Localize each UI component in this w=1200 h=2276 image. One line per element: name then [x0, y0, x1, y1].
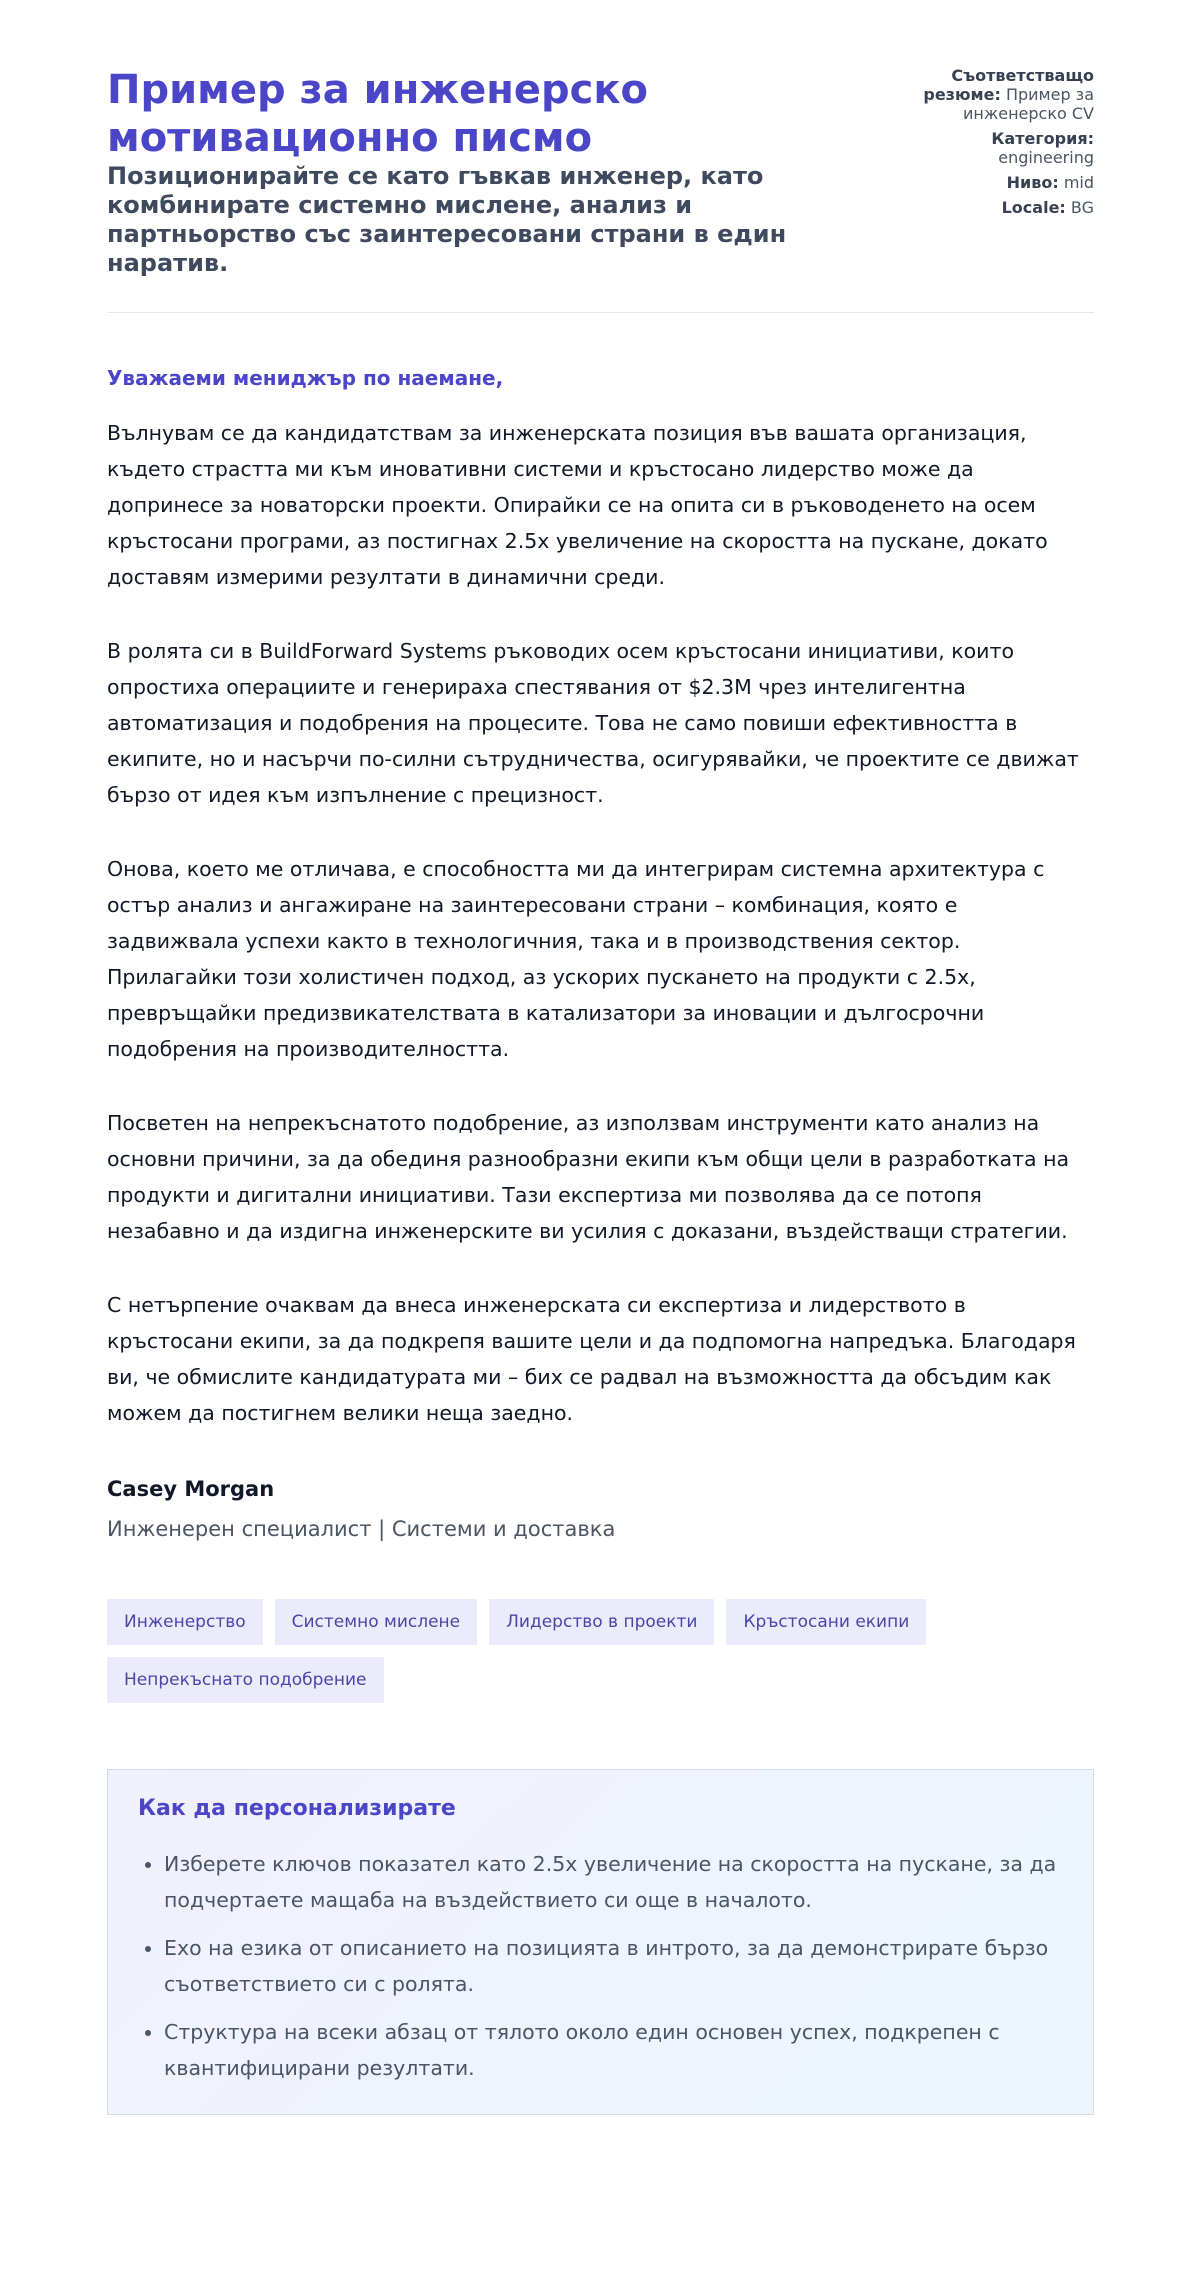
meta-resume-label: Съответстващо резюме: [923, 66, 1094, 104]
tips-title: Как да персонализирате [138, 1796, 456, 1821]
tag-chip: Системно мислене [275, 1599, 478, 1645]
personalization-tips [107, 1769, 1094, 2115]
tag-chip: Лидерство в проекти [489, 1599, 714, 1645]
tip-item: • Изберете ключов показател като 2.5x увеличение на скоростта на пускане, за да подчертаете мащаба на въздействието си още в началото. [164, 1846, 1063, 1918]
tag-list [107, 1599, 1007, 1703]
letter-paragraph: Онова, което ме отличава, е способността ми да интегрирам системна архитектура с остър анализ и ангажиране на заинтересовани страни – комбинация, която е задвижвала успехи както в технологичния, така и в производствения сектор. Прилагайки този холистичен подход, аз ускорих пускането на продукти с 2.5x, превръщайки предизвикателствата в катализатори за иновации и дългосрочни подобрения на производителността. [107, 857, 1045, 1061]
signature-name: Casey Morgan [107, 1477, 275, 1501]
letter-paragraph: Вълнувам се да кандидатствам за инженерската позиция във вашата организация, където страстта ми към иновативни системи и кръстосано лидерство може да допринесе за новаторски проекти. Опирайки се на опита си в ръководенето на осем кръстосани програми, аз постигнах 2.5x увеличение на скоростта на пускане, докато доставям измерими резултати в динамични среди. [107, 421, 1048, 589]
signature-block [107, 1475, 1094, 1543]
tag-chip: Инженерство [107, 1599, 263, 1645]
tag-chip: Кръстосани екипи [726, 1599, 926, 1645]
meta-category-label: Категория: [991, 129, 1094, 148]
tag-chip: Непрекъснато подобрение [107, 1657, 384, 1703]
header-left [107, 66, 847, 278]
tip-item: • Ехо на езика от описанието на позицията в интрото, за да демонстрирате бързо съответствието си с ролята. [164, 1930, 1063, 2002]
meta-locale-value: BG [1070, 198, 1094, 217]
letter-paragraph: Посветен на непрекъснатото подобрение, аз използвам инструменти като анализ на основни причини, за да обединя разнообразни екипи към общи цели в разработката на продукти и дигитални инициативи. Тази експертиза ми позволява да се потопя незабавно и да издигна инженерските ви усилия с доказани, въздействащи стратегии. [107, 1111, 1070, 1243]
meta-level [894, 173, 1094, 192]
meta-category [894, 129, 1094, 167]
letter-paragraph: С нетърпение очаквам да внеса инженерската си експертиза и лидерството в кръстосани екипи, за да подкрепя вашите цели и да подпомогна напредъка. Благодаря ви, че обмислите кандидатурата ми – бих се радвал на възможността да обсъдим как можем да постигнем велики неща заедно. [107, 1293, 1076, 1425]
page-subtitle: Позиционирайте се като гъвкав инженер, като комбинирате системно мислене, анализ и партньорство със заинтересовани страни в един наратив. [107, 162, 787, 277]
meta-level-label: Ниво: [1006, 173, 1059, 192]
meta-resume [894, 66, 1094, 123]
signature-role: Инженерен специалист | Системи и доставка [107, 1517, 616, 1541]
meta-category-value: engineering [998, 148, 1094, 167]
tip-item: • Структура на всеки абзац от тялото около един основен успех, подкрепен с квантифицирани резултати. [164, 2014, 1063, 2086]
letter-body [107, 415, 1094, 1431]
meta-locale-label: Locale: [1001, 198, 1066, 217]
meta-locale [894, 198, 1094, 217]
page-title: Пример за инженерско мотивационно писмо [107, 67, 649, 161]
meta-resume-value: Пример за инженерско CV [962, 85, 1094, 123]
tips-list [138, 1846, 1063, 2086]
letter-paragraph: В ролята си в BuildForward Systems ръководих осем кръстосани инициативи, които опростиха операциите и генерираха спестявания от $2.3M чрез интелигентна автоматизация и подобрения на процесите. Това не само повиши ефективността в екипите, но и насърчи по-силни сътрудничества, осигурявайки, че проектите се движат бързо от идея към изпълнение с прецизност. [107, 639, 1079, 807]
meta-panel [894, 66, 1094, 223]
letter-salutation: Уважаеми мениджър по наемане, [107, 366, 504, 390]
meta-level-value: mid [1063, 173, 1094, 192]
page-header [107, 66, 1094, 313]
